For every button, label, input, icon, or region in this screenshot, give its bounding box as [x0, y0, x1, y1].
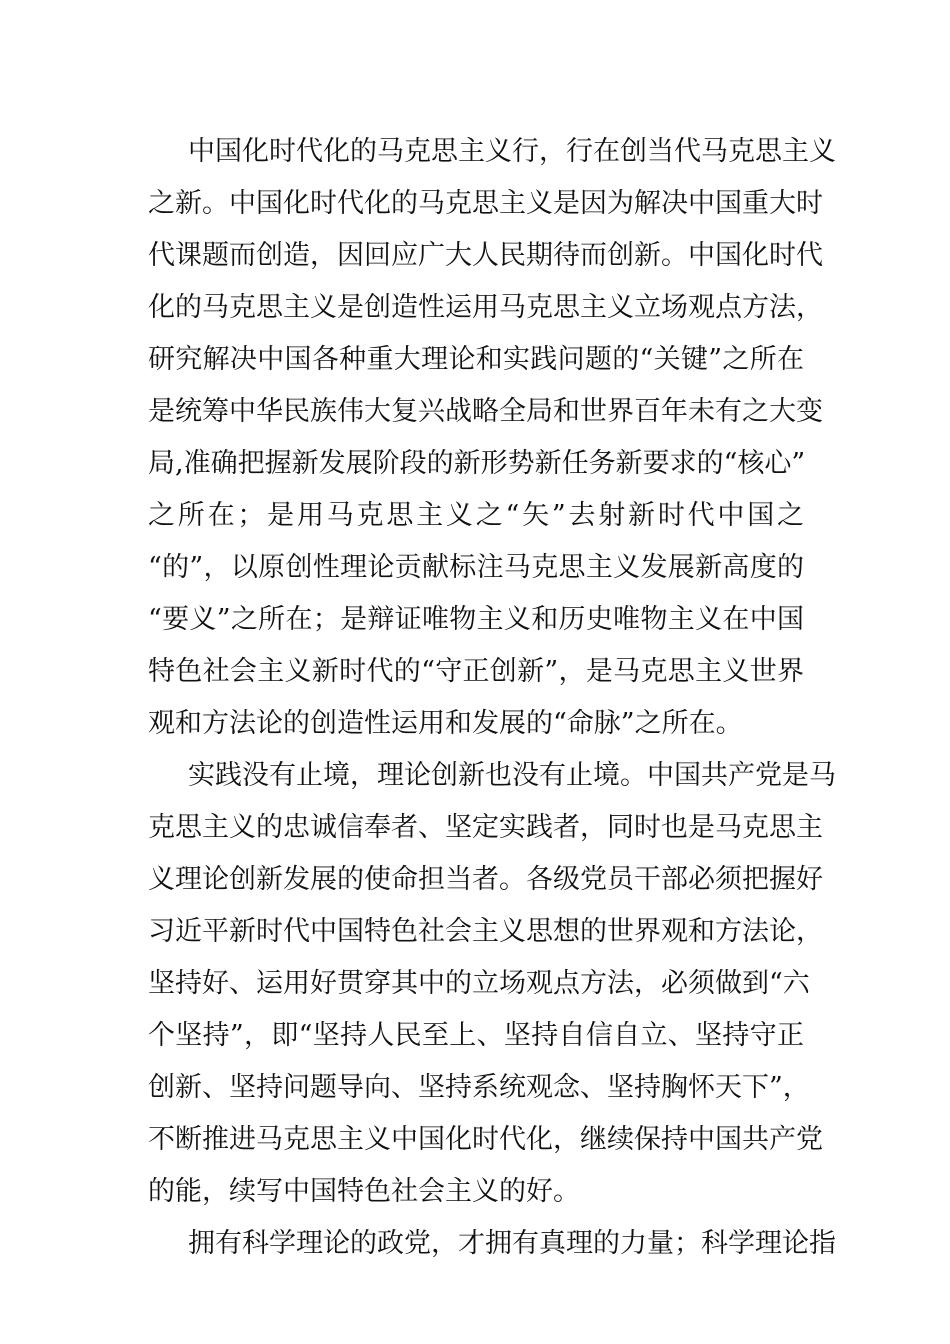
- paragraph-1-line-9: “的”，以原创性理论贡献标注马克思主义发展新高度的: [148, 552, 804, 583]
- paragraph-2-line-7: 创新、坚持问题导向、坚持系统观念、坚持胸怀天下”，: [148, 1072, 810, 1103]
- paragraph-1-line-6: 是统筹中华民族伟大复兴战略全局和世界百年未有之大变: [148, 396, 823, 427]
- paragraph-1-line-2: 之新。中国化时代化的马克思主义是因为解决中国重大时: [148, 188, 823, 219]
- paragraph-1-line-1: 中国化时代化的马克思主义行，行在创当代马克思主义: [188, 136, 836, 167]
- paragraph-1-line-7: 局,准确把握新发展阶段的新形势新任务新要求的“核心”: [148, 448, 806, 479]
- paragraph-2-line-3: 义理论创新发展的使命担当者。各级党员干部必须把握好: [148, 864, 823, 895]
- paragraph-2-line-4: 习近平新时代中国特色社会主义思想的世界观和方法论，: [148, 916, 823, 947]
- paragraph-1-line-3: 代课题而创造，因回应广大人民期待而创新。中国化时代: [148, 240, 823, 271]
- paragraph-2-line-1: 实践没有止境，理论创新也没有止境。中国共产党是马: [188, 760, 836, 791]
- paragraph-2-line-5: 坚持好、运用好贯穿其中的立场观点方法，必须做到“六: [148, 968, 810, 999]
- paragraph-1-line-4: 化的马克思主义是创造性运用马克思主义立场观点方法，: [148, 292, 823, 323]
- paragraph-1-line-5: 研究解决中国各种重大理论和实践问题的“关键”之所在: [148, 344, 804, 375]
- paragraph-1-line-8: 之所在；是用马克思主义之“矢”去射新时代中国之: [148, 500, 804, 531]
- paragraph-2-line-2: 克思主义的忠诚信奉者、坚定实践者，同时也是马克思主: [148, 812, 823, 843]
- paragraph-3-line-1: 拥有科学理论的政党，才拥有真理的力量；科学理论指: [188, 1228, 836, 1259]
- paragraph-2-line-9: 的能，续写中国特色社会主义的好。: [148, 1176, 580, 1207]
- paragraph-1-line-10: “要义”之所在；是辩证唯物主义和历史唯物主义在中国: [148, 604, 804, 635]
- paragraph-1-line-11: 特色社会主义新时代的“守正创新”，是马克思主义世界: [148, 656, 804, 687]
- paragraph-1-line-12: 观和方法论的创造性运用和发展的“命脉”之所在。: [148, 708, 743, 739]
- paragraph-2-line-6: 个坚持”，即“坚持人民至上、坚持自信自立、坚持守正: [148, 1020, 804, 1051]
- paragraph-2-line-8: 不断推进马克思主义中国化时代化，继续保持中国共产党: [148, 1124, 823, 1155]
